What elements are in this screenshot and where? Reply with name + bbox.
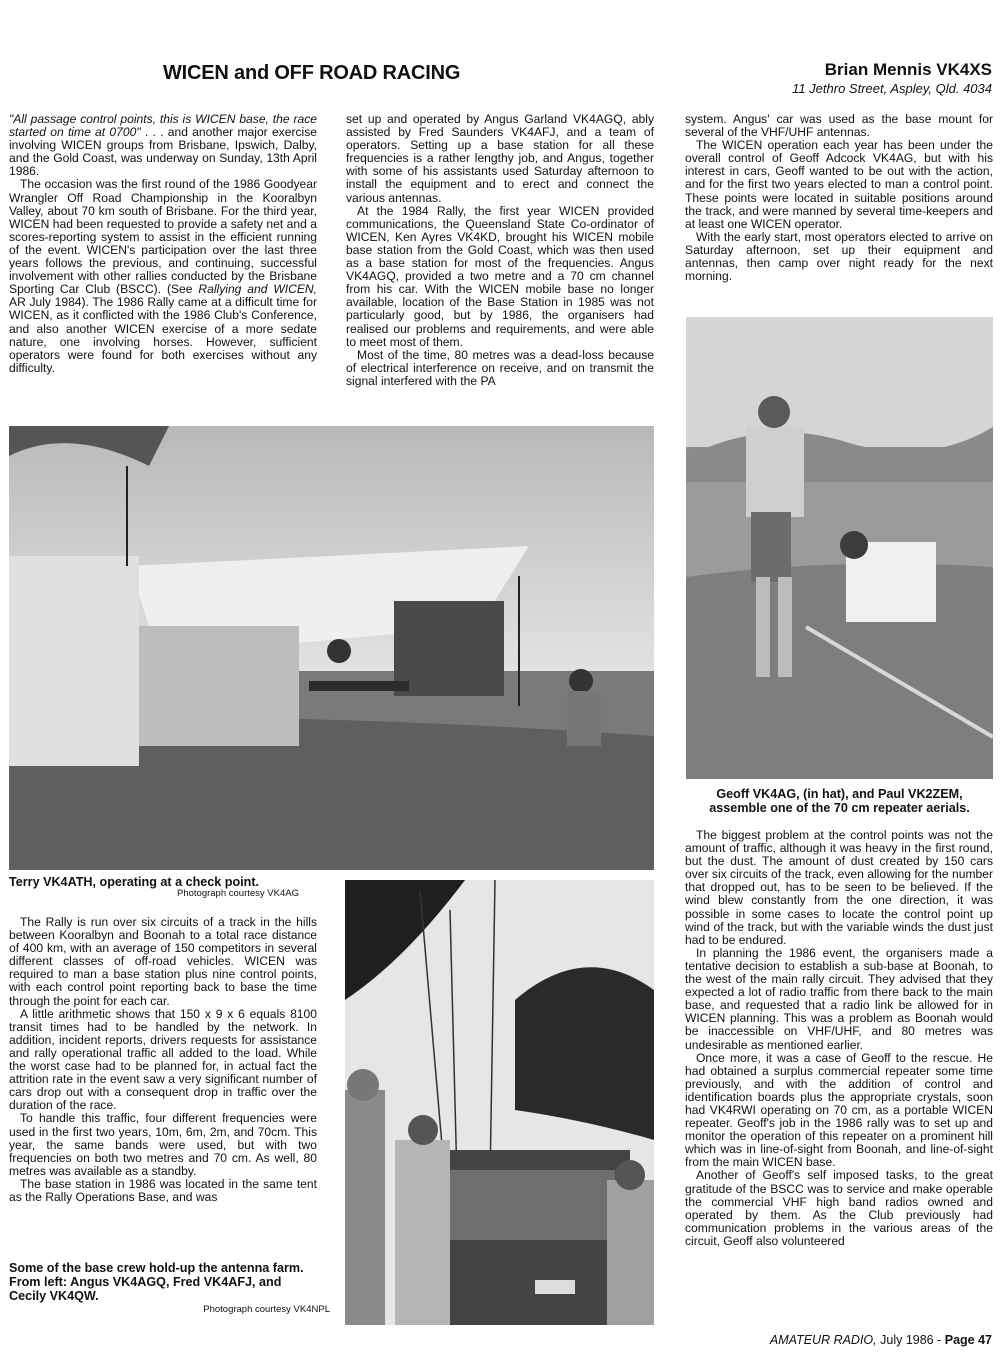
paragraph: Another of Geoff's self imposed tasks, to the great gratitude of the BSCC was to service and make operable the commercial VHF high band radios owned and operated by them. As the Club previously had communication problems in the various areas of the circuit, Geoff also volunteered: [685, 1168, 993, 1248]
photo-image: [345, 880, 654, 1325]
paragraph: A little arithmetic shows that 150 x 9 x 6 equals 8100 transit times had to be handled by the network. In addition, incident reports, drivers requests for assistance and rally operational traffic all added to the load. While the worst case had to be planned for, in actual fact the attrition rate in the event saw a very significant number of cars drop out with a consequent drop in traffic over the duration of the race.: [9, 1006, 317, 1113]
paragraph: [9, 178, 317, 374]
column-3-top: [685, 113, 993, 283]
paragraph: The biggest problem at the control points was not the amount of traffic, although it was heavy in the first round, but the dust. The amount of dust created by 150 cars over six circuits of the track, even allowing for the number that dropped out, has to be seen to be believed. If the wind blew constantly from the one direction, it was possible in some cases to locate the control point up wind of the track, but with the variable winds the dust just had to be endured.: [685, 828, 993, 947]
paragraph-text: The occasion was the first round of the 1986 Goodyear Wrangler Off Road Championship in the Kooralbyn Valley, about 70 km south of Brisbane. For the third year, WICEN had been requested to provide a safety net and a scores-reporting system to assist in the efficient running of the event. WICEN's participation over the last three years follows the previous, and continuing, successful involvement with other rallies conducted by the Brisbane Sporting Car Club (BSCC). (See: [9, 177, 317, 297]
paragraph: The base station in 1986 was located in the same tent as the Rally Operations Base, and was: [9, 1176, 317, 1204]
paragraph: In planning the 1986 event, the organisers made a tentative decision to establish a sub-base at Boonah, to the west of the main rally circuit. They advised that they expected a lot of radio traffic from there back to the main base, and requested that a radio link be allowed for in WICEN planning. This was a problem as Boonah would be inaccessible on VHF/UHF, and 80 metres was undesirable as mentioned earlier.: [685, 945, 993, 1052]
paragraph: system. Angus' car was used as the base mount for several of the VHF/UHF antennas.: [685, 112, 993, 140]
page-footer: [770, 1333, 992, 1347]
paragraph: At the 1984 Rally, the first year WICEN provided communications, the Queensland State Co-ordinator of WICEN, Ken Ayres VK4KD, brought his WICEN mobile base station from the Gold Coast, which was then used as a base station for most of the frequencies. Angus VK4AGQ, provided a two metre and a 70 cm channel from his car. With the WICEN mobile base no longer available, location of the Base Station in 1985 was not particularly good, but by 1986, the organisers had realised our problems and requirements, and were able to meet most of them.: [346, 203, 654, 349]
article-title: WICEN and OFF ROAD RACING: [163, 62, 461, 84]
photo-antenna-farm: [345, 880, 654, 1325]
article-reference: Rallying and WICEN,: [198, 282, 318, 297]
photo-antenna-farm-caption: Some of the base crew hold-up the antenna farm. From left: Angus VK4AGQ, Fred VK4AFJ, and Cecily VK4QW.: [9, 1261, 304, 1303]
column-3-bottom: [685, 829, 993, 1248]
paragraph-text: AR July 1984). The 1986 Rally came at a difficult time for WICEN, as it conflicted with the 1986 Club's Conference, and also another WICEN exercise of a more sedate nature, one involving horses. However, sufficient operators were found for both exercises without any difficulty.: [9, 295, 317, 375]
photo-repeater-aerial-caption: Geoff VK4AG, (in hat), and Paul VK2ZEM, assemble one of the 70 cm repeater aerials.: [709, 787, 970, 815]
paragraph: set up and operated by Angus Garland VK4AGQ, ably assisted by Fred Saunders VK4AFJ, and a team of operators. Setting up a base station for all these frequencies is a rather lengthy job, and Angus, together with some of his assistants used Saturday afternoon to install the equipment and to erect and connect the various antennas.: [346, 112, 654, 205]
photo-image: [9, 426, 654, 870]
author-name: Brian Mennis VK4XS: [824, 60, 992, 79]
photo-check-point-caption: Terry VK4ATH, operating at a check point.: [9, 875, 260, 889]
author-block: [792, 60, 992, 96]
photo-check-point: [9, 426, 654, 870]
column-1-bottom: [9, 916, 317, 1204]
paragraph: Most of the time, 80 metres was a dead-loss because of electrical interference on receive, and on transmit the signal interfered with the PA: [346, 347, 654, 388]
photo-repeater-aerial: [686, 317, 993, 779]
photo-image: [686, 317, 993, 779]
photo-check-point-credit: Photograph courtesy VK4AG: [177, 888, 299, 899]
paragraph: The WICEN operation each year has been under the overall control of Geoff Adcock VK4AG, but with his interest in cars, Geoff wanted to be out with the action, and for the first two years elected to man a control point. These points were located in suitable positions around the track, and were manned by several time-keepers and at least one WICEN operator.: [685, 138, 993, 231]
paragraph: Once more, it was a case of Geoff to the rescue. He had obtained a surplus commercial repeater some time previously, and with the addition of control and identification boards plus the appropriate crystals, soon had VK4RWI operating on 70 cm, as a portable WICEN repeater. Geoff's job in the 1986 rally was to set up and monitor the operation of this repeater on a prominent hill which was in line-of-sight from Boonah, and line-of-sight from the main WICEN base.: [685, 1050, 993, 1170]
paragraph: With the early start, most operators elected to arrive on Saturday afternoon, set up their equipment and antennas, then camp over night ready for the next morning.: [685, 229, 993, 284]
paragraph: To handle this traffic, four different frequencies were used in the first two years, 10m, 6m, 2m, and 70cm. This year, the same bands were used, but with two frequencies on both two metres and 70 cm. As well, 80 metres was available as a standby.: [9, 1111, 317, 1178]
paragraph-text: . . . and another major exercise involving WICEN groups from Brisbane, Ipswich, Dalby, and the Gold Coast, was underway on Sunday, 13th April 1986.: [9, 125, 317, 179]
issue-date: July 1986 -: [876, 1333, 945, 1347]
page-number: Page 47: [944, 1333, 992, 1347]
photo-antenna-farm-credit: Photograph courtesy VK4NPL: [203, 1304, 330, 1315]
author-address: 11 Jethro Street, Aspley, Qld. 4034: [792, 81, 992, 96]
magazine-name: AMATEUR RADIO,: [769, 1333, 877, 1347]
column-1-top: [9, 113, 317, 375]
opening-quote: "All passage control points, this is WICEN base, the race started on time at 0700": [9, 112, 317, 140]
column-2-top: [346, 113, 654, 388]
paragraph: The Rally is run over six circuits of a track in the hills between Kooralbyn and Boonah to a total race distance of 400 km, with an average of 150 competitors in several different classes of off-road vehicles. WICEN was required to man a base station plus nine control points, with each control point reporting back to base the time through the point for each car.: [9, 915, 317, 1008]
paragraph: [9, 113, 317, 178]
